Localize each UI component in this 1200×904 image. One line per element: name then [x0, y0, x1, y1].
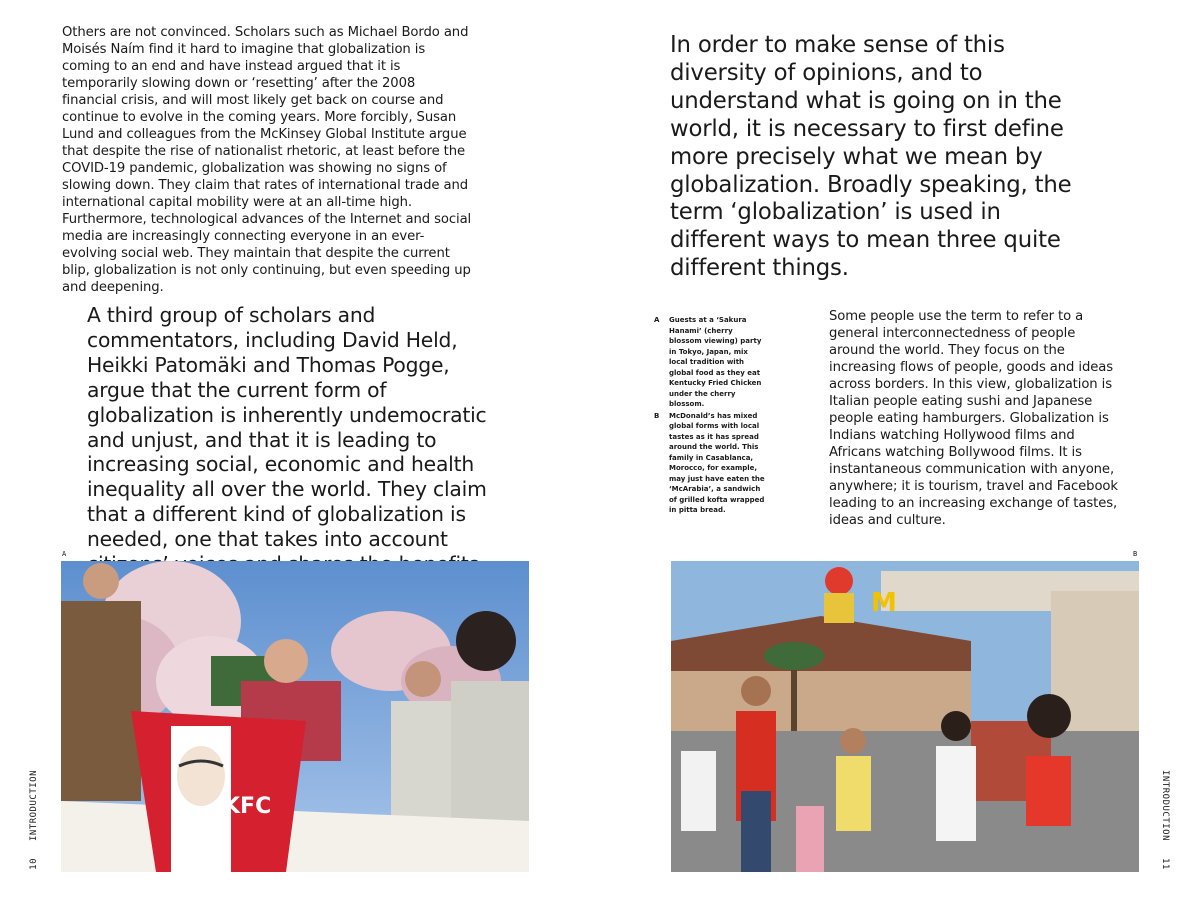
pull-quote: In order to make sense of this diversity of opinions, and to understand what is going on in the world, it is necessary to first define more precisely what we mean by globalization. Broadly speaking, the term ‘globalization’ is used in different ways to mean three quite different things. [670, 32, 1072, 282]
running-head-right: INTRODUCTION [1160, 770, 1170, 842]
figure-label-a: A [62, 550, 67, 558]
photo-kfc-hanami [61, 561, 529, 872]
photo-mcdonalds-illustration [671, 561, 1139, 872]
right-body-paragraph: Some people use the term to refer to a general interconnectedness of people around the world. They focus on the increasing flows of people, goods and ideas across borders. In this view, globalization is Italian people eating sushi and Japanese people eating hamburgers. Globalization is Indians watching Hollywood films and Africans watching Bollywood films. It is instantaneous communication with anyone, anywhere; it is tourism, travel and Facebook leading to an increasing exchange of tastes, ideas and culture. [829, 309, 1118, 528]
photo-kfc-hanami-illustration [61, 561, 529, 872]
page-number-right: 11 [1160, 858, 1170, 870]
figure-label-b: B [1133, 550, 1138, 558]
caption-b [654, 411, 766, 516]
caption-list [654, 315, 766, 516]
mcdonalds-logo-text: M [871, 588, 897, 618]
caption-a [654, 315, 766, 410]
caption-b-text: McDonald’s has mixed global forms with local tastes as it has spread around the world. This family in Casablanca, Morocco, for example, may just have eaten the ‘McArabia’, a sandwich of grilled kofta wrapped in pitta bread. [669, 411, 765, 514]
photo-mcdonalds-casablanca [671, 561, 1139, 872]
caption-b-letter: B [654, 411, 660, 420]
running-head-left: INTRODUCTION [29, 770, 39, 842]
left-large-paragraph: A third group of scholars and commentators, including David Held, Heikki Patomäki and Thomas Pogge, argue that the current form of globalization is inherently undemocratic and unjust, and that it is leading to increasing social, economic and health inequality all over the world. They claim that a different kind of globalization is needed, one that takes into account [87, 303, 487, 552]
page-number-left: 10 [29, 858, 39, 870]
caption-a-letter: A [654, 316, 660, 324]
caption-a-text: Guests at a ‘Sakura Hanami’ (cherry blossom viewing) party in Tokyo, Japan, mix local tradition with global food as they eat Kentucky Fried Chicken under the cherry blossom. [669, 316, 762, 408]
kfc-logo-text: KFC [223, 794, 272, 819]
left-body-paragraph: Others are not convinced. Scholars such as Michael Bordo and Moisés Naím find it hard to imagine that globalization is coming to an end and have instead argued that it is temporarily slowing down or ‘resetting’ after the 2008 financial crisis, and will most likely get back on course and continue to evolve in the coming years. More forcibly, Susan Lund and colleagues from the McKinsey Global Institute argue that despite the rise of nationalist rhetoric, at least before the COVID-19 pandemic, globalization was showing no signs of slowing down. They claim that rates of international trade and international capital mobility were at an all-time high. Furthermore, technological advances of the Internet and social media are increasingly connecting everyone in an ever-evolving social web. They maintain that despite the current blip, globalization is not only continuing, but even speeding up and deepening. [62, 25, 472, 295]
